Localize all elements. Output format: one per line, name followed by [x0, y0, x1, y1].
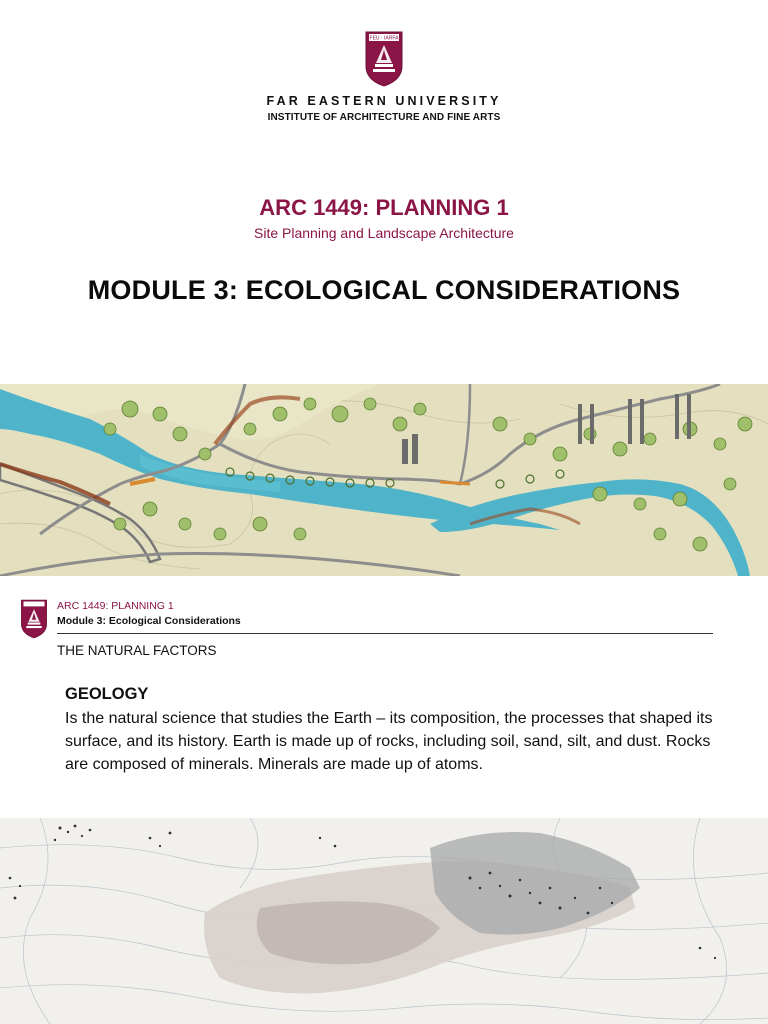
module-title: MODULE 3: ECOLOGICAL CONSIDERATIONS: [87, 275, 681, 305]
header-crest-logo: [20, 598, 48, 640]
university-crest-logo: [364, 30, 404, 88]
crest-text: FEU · IARFA: [369, 35, 399, 42]
geology-terrain-map-image: [0, 818, 768, 1024]
landscape-plan-image: [0, 384, 768, 576]
geology-description: Is the natural science that studies the Earth – its composition, the processes that shaped its surface, and its history. Earth is made up of rocks, including soil, sand, silt, and dust. Rocks are composed of minerals. Minerals are made up of atoms.: [65, 710, 713, 773]
university-name: FAR EASTERN UNIVERSITY: [266, 94, 502, 108]
header-divider: [57, 633, 713, 634]
header-course-code: ARC 1449: PLANNING 1: [57, 600, 174, 612]
course-title: ARC 1449: PLANNING 1: [259, 195, 509, 220]
course-subtitle: Site Planning and Landscape Architecture: [254, 225, 514, 241]
header-module-name: Module 3: Ecological Considerations: [57, 615, 241, 627]
geology-heading: GEOLOGY: [65, 685, 149, 703]
institute-name: INSTITUTE OF ARCHITECTURE AND FINE ARTS: [267, 112, 501, 123]
section-label: THE NATURAL FACTORS: [57, 643, 217, 658]
